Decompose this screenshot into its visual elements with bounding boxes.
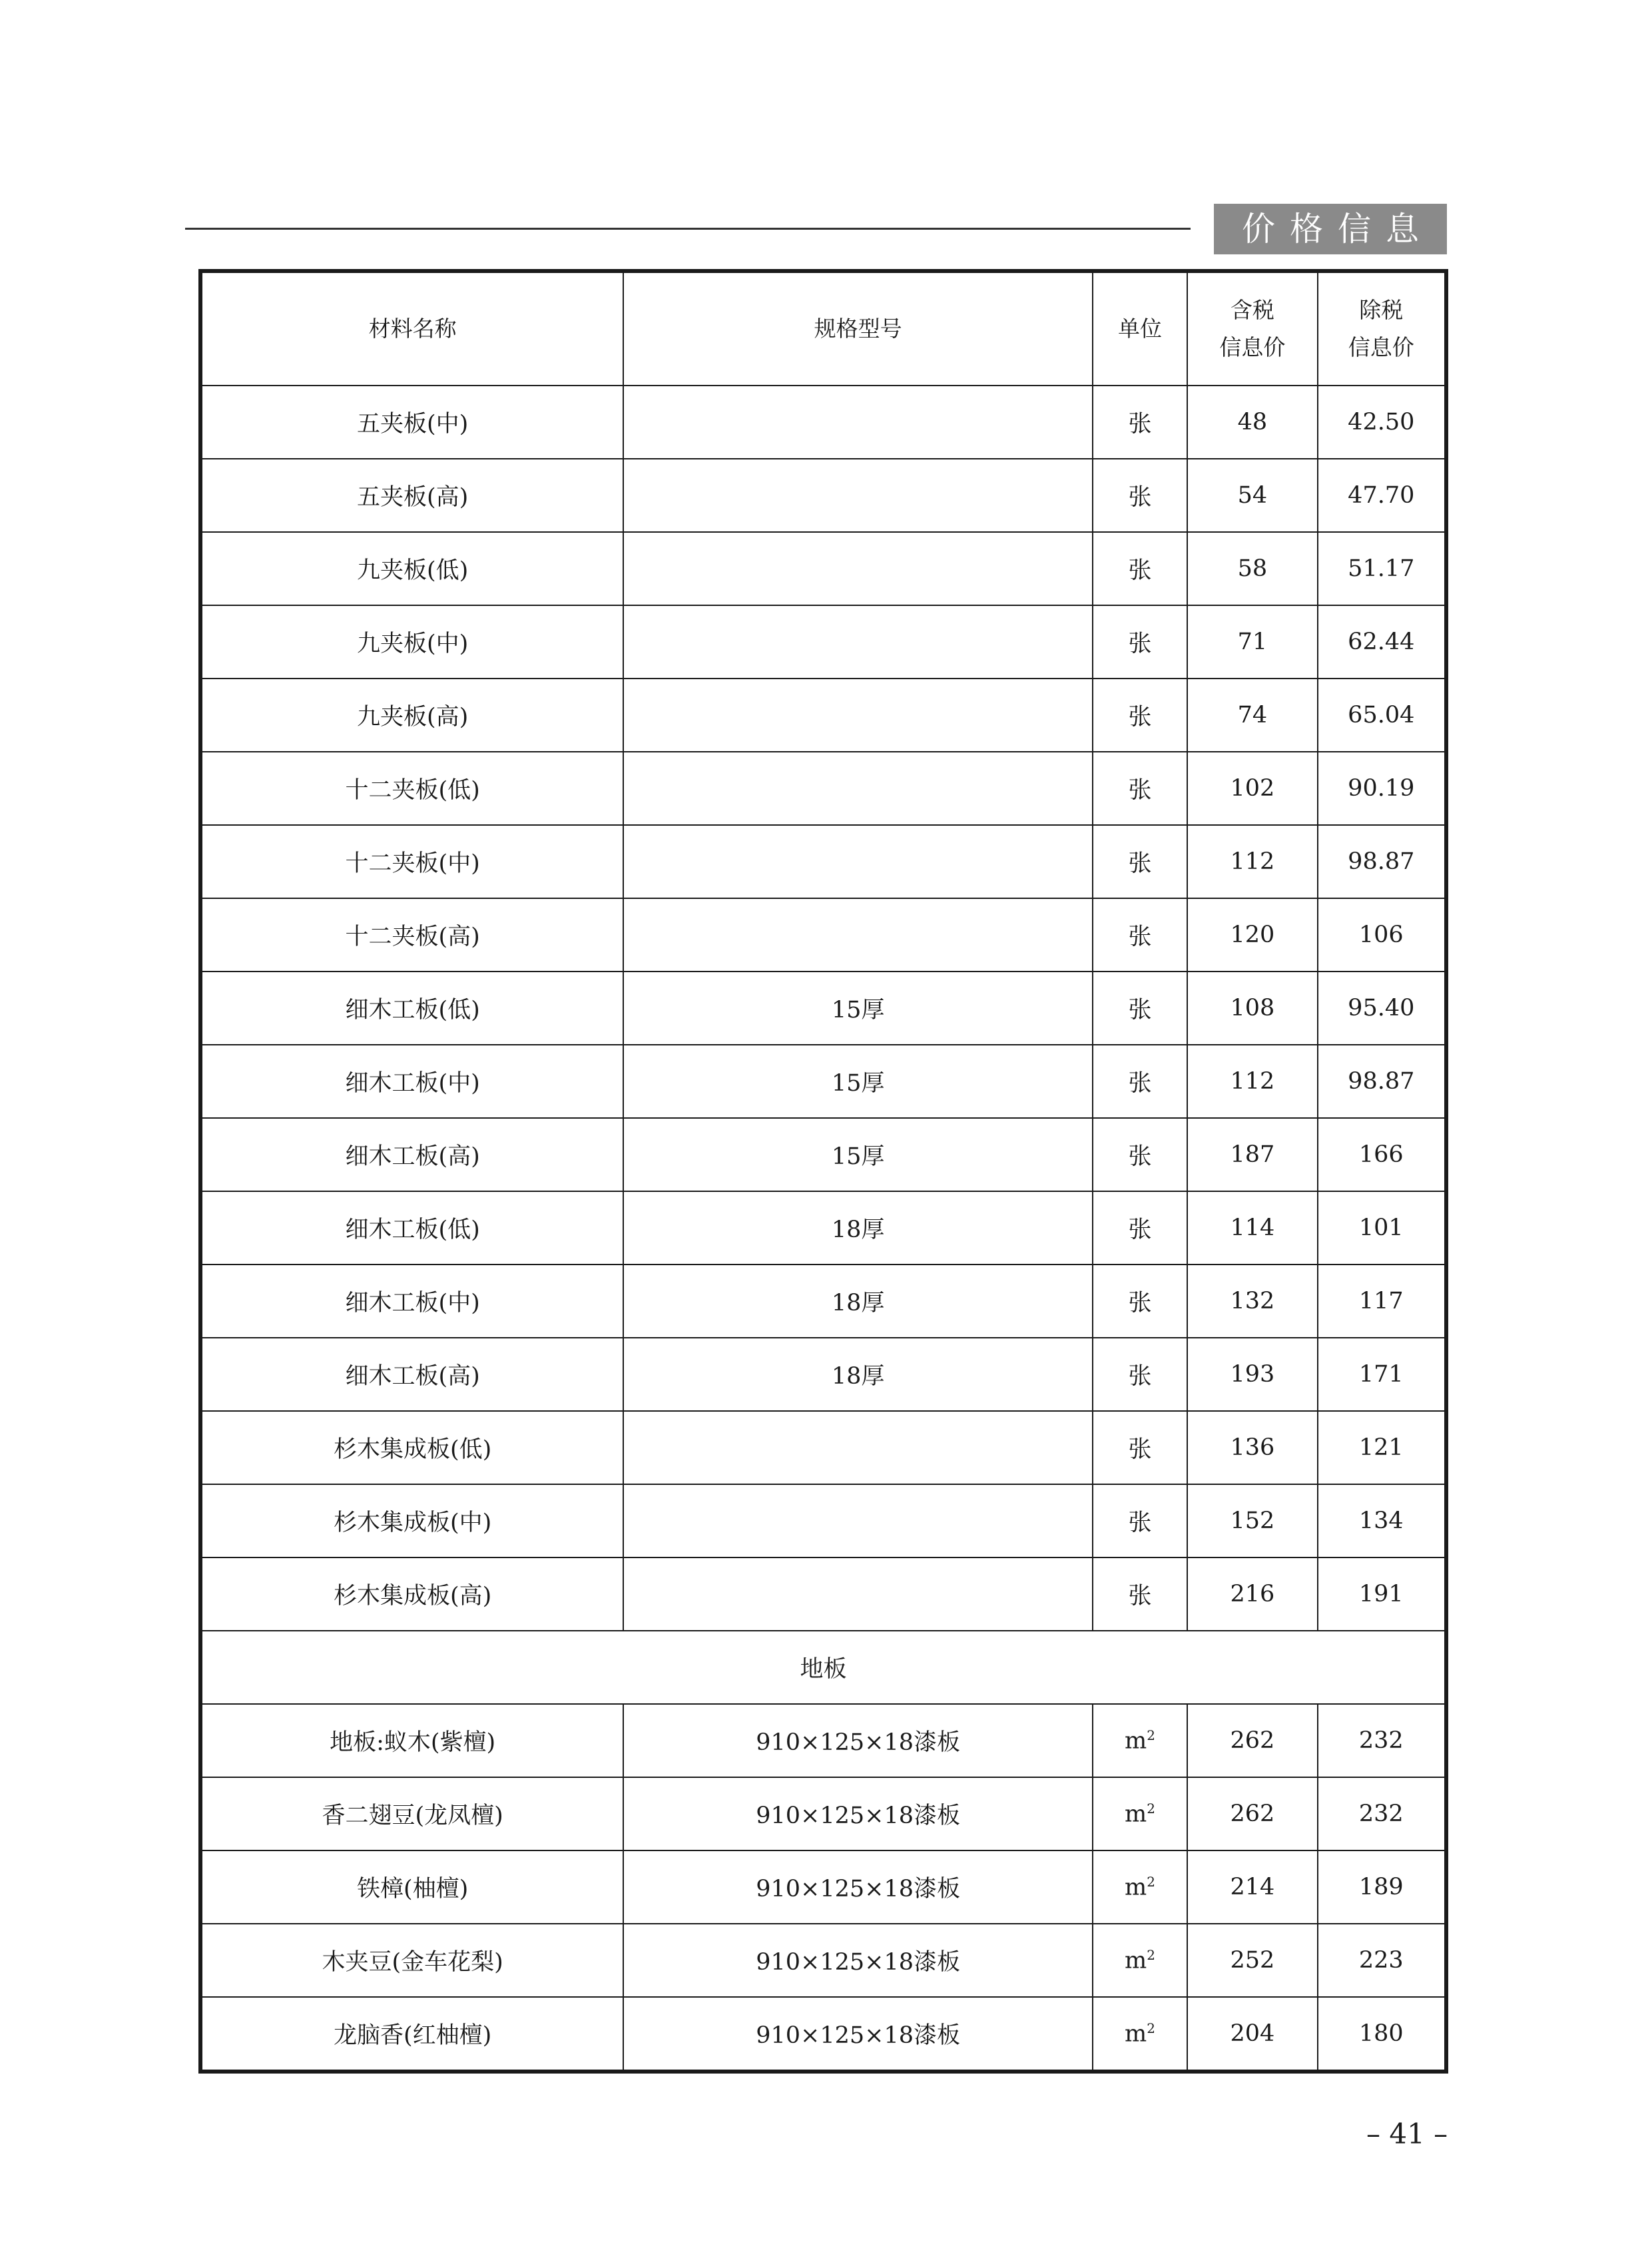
cell-material-name: 九夹板(高)	[200, 679, 623, 752]
col-header-material-name: 材料名称	[200, 271, 623, 386]
cell-price-with-tax: 214	[1187, 1850, 1317, 1924]
table-row	[200, 752, 1446, 825]
cell-unit: 张	[1093, 898, 1187, 972]
cell-price-with-tax: 74	[1187, 679, 1317, 752]
cell-unit: 张	[1093, 1191, 1187, 1265]
col-header-price-without-tax-line2: 信息价	[1348, 334, 1414, 360]
cell-price-with-tax: 112	[1187, 825, 1317, 898]
table-row	[200, 972, 1446, 1045]
col-header-price-without-tax	[1318, 271, 1446, 386]
cell-material-name: 杉木集成板(中)	[200, 1484, 623, 1557]
cell-material-name: 杉木集成板(低)	[200, 1411, 623, 1484]
cell-price-with-tax: 48	[1187, 386, 1317, 459]
table-row	[200, 459, 1446, 532]
section-label: 地板	[200, 1631, 1446, 1704]
cell-unit	[1093, 1704, 1187, 1777]
cell-unit: 张	[1093, 605, 1187, 679]
section-title: 价格信息	[1214, 204, 1447, 254]
table-row	[200, 1191, 1446, 1265]
cell-spec	[623, 459, 1093, 532]
table-header-row	[200, 271, 1446, 386]
cell-unit: 张	[1093, 386, 1187, 459]
table-row	[200, 386, 1446, 459]
cell-price-with-tax: 108	[1187, 972, 1317, 1045]
cell-material-name: 九夹板(低)	[200, 532, 623, 605]
cell-price-without-tax: 166	[1318, 1118, 1446, 1191]
cell-spec	[623, 898, 1093, 972]
cell-unit: 张	[1093, 752, 1187, 825]
cell-material-name: 细木工板(中)	[200, 1265, 623, 1338]
cell-material-name: 细木工板(低)	[200, 972, 623, 1045]
cell-price-with-tax: 187	[1187, 1118, 1317, 1191]
cell-unit	[1093, 1777, 1187, 1850]
cell-material-name: 铁樟(柚檀)	[200, 1850, 623, 1924]
unit-exponent: 2	[1147, 1727, 1155, 1743]
cell-spec: 910×125×18漆板	[623, 1777, 1093, 1850]
cell-material-name: 十二夹板(中)	[200, 825, 623, 898]
cell-unit: 张	[1093, 679, 1187, 752]
cell-price-without-tax: 171	[1318, 1338, 1446, 1411]
table-body	[200, 386, 1446, 2072]
cell-unit: 张	[1093, 1557, 1187, 1631]
cell-spec	[623, 679, 1093, 752]
cell-price-without-tax: 223	[1318, 1924, 1446, 1997]
table-row	[200, 532, 1446, 605]
cell-material-name: 杉木集成板(高)	[200, 1557, 623, 1631]
cell-price-with-tax: 136	[1187, 1411, 1317, 1484]
table-row	[200, 1265, 1446, 1338]
cell-unit	[1093, 1924, 1187, 1997]
col-header-price-with-tax-line1: 含税	[1230, 297, 1274, 323]
cell-spec	[623, 386, 1093, 459]
cell-spec: 18厚	[623, 1338, 1093, 1411]
cell-unit: 张	[1093, 1484, 1187, 1557]
cell-price-with-tax: 58	[1187, 532, 1317, 605]
cell-price-with-tax: 262	[1187, 1704, 1317, 1777]
cell-price-with-tax: 54	[1187, 459, 1317, 532]
cell-price-with-tax: 204	[1187, 1997, 1317, 2072]
unit-exponent: 2	[1147, 2020, 1155, 2036]
cell-spec: 18厚	[623, 1265, 1093, 1338]
cell-spec: 910×125×18漆板	[623, 1850, 1093, 1924]
cell-material-name: 五夹板(高)	[200, 459, 623, 532]
cell-spec	[623, 1411, 1093, 1484]
cell-price-without-tax: 98.87	[1318, 1045, 1446, 1118]
unit-base: m	[1125, 1947, 1147, 1974]
cell-spec	[623, 752, 1093, 825]
cell-price-without-tax: 51.17	[1318, 532, 1446, 605]
table-row	[200, 898, 1446, 972]
cell-material-name: 十二夹板(高)	[200, 898, 623, 972]
cell-spec	[623, 825, 1093, 898]
cell-price-without-tax: 101	[1318, 1191, 1446, 1265]
cell-price-with-tax: 252	[1187, 1924, 1317, 1997]
table-row	[200, 1045, 1446, 1118]
table-row	[200, 825, 1446, 898]
cell-price-without-tax: 95.40	[1318, 972, 1446, 1045]
table-row	[200, 1484, 1446, 1557]
price-table	[198, 269, 1448, 2074]
cell-unit: 张	[1093, 1265, 1187, 1338]
cell-price-without-tax: 106	[1318, 898, 1446, 972]
table-row	[200, 605, 1446, 679]
table-row	[200, 1338, 1446, 1411]
col-header-price-with-tax	[1187, 271, 1317, 386]
cell-unit: 张	[1093, 1045, 1187, 1118]
cell-unit: 张	[1093, 972, 1187, 1045]
col-header-price-without-tax-line1: 除税	[1359, 297, 1404, 323]
cell-price-without-tax: 232	[1318, 1777, 1446, 1850]
cell-unit	[1093, 1997, 1187, 2072]
cell-material-name: 细木工板(高)	[200, 1118, 623, 1191]
cell-material-name: 香二翅豆(龙凤檀)	[200, 1777, 623, 1850]
unit-base: m	[1125, 1727, 1147, 1755]
table-row	[200, 1924, 1446, 1997]
cell-unit: 张	[1093, 1118, 1187, 1191]
cell-spec	[623, 532, 1093, 605]
cell-price-with-tax: 114	[1187, 1191, 1317, 1265]
cell-price-with-tax: 262	[1187, 1777, 1317, 1850]
cell-material-name: 九夹板(中)	[200, 605, 623, 679]
unit-base: m	[1125, 1801, 1147, 1828]
cell-spec: 15厚	[623, 972, 1093, 1045]
cell-unit: 张	[1093, 459, 1187, 532]
unit-exponent: 2	[1147, 1946, 1155, 1963]
cell-unit: 张	[1093, 532, 1187, 605]
cell-material-name: 木夹豆(金车花梨)	[200, 1924, 623, 1997]
cell-price-without-tax: 62.44	[1318, 605, 1446, 679]
table-row	[200, 1997, 1446, 2072]
cell-price-without-tax: 98.87	[1318, 825, 1446, 898]
cell-spec: 15厚	[623, 1118, 1093, 1191]
cell-spec: 910×125×18漆板	[623, 1924, 1093, 1997]
table-row	[200, 679, 1446, 752]
cell-unit: 张	[1093, 825, 1187, 898]
cell-price-without-tax: 42.50	[1318, 386, 1446, 459]
col-header-unit: 单位	[1093, 271, 1187, 386]
cell-price-without-tax: 117	[1318, 1265, 1446, 1338]
cell-spec: 18厚	[623, 1191, 1093, 1265]
col-header-price-with-tax-line2: 信息价	[1219, 334, 1286, 360]
cell-price-without-tax: 90.19	[1318, 752, 1446, 825]
cell-price-without-tax: 232	[1318, 1704, 1446, 1777]
table-row	[200, 1850, 1446, 1924]
cell-price-without-tax: 47.70	[1318, 459, 1446, 532]
cell-price-with-tax: 152	[1187, 1484, 1317, 1557]
cell-price-without-tax: 121	[1318, 1411, 1446, 1484]
table-row	[200, 1704, 1446, 1777]
cell-price-without-tax: 180	[1318, 1997, 1446, 2072]
cell-material-name: 细木工板(中)	[200, 1045, 623, 1118]
cell-spec	[623, 1484, 1093, 1557]
cell-spec	[623, 605, 1093, 679]
cell-spec: 910×125×18漆板	[623, 1997, 1093, 2072]
cell-price-with-tax: 193	[1187, 1338, 1317, 1411]
cell-price-without-tax: 134	[1318, 1484, 1446, 1557]
table-row	[200, 1411, 1446, 1484]
unit-base: m	[1125, 2020, 1147, 2048]
unit-exponent: 2	[1147, 1873, 1155, 1890]
cell-material-name: 地板:蚁木(紫檀)	[200, 1704, 623, 1777]
cell-material-name: 十二夹板(低)	[200, 752, 623, 825]
cell-unit: 张	[1093, 1411, 1187, 1484]
cell-spec: 15厚	[623, 1045, 1093, 1118]
col-header-spec: 规格型号	[623, 271, 1093, 386]
cell-unit	[1093, 1850, 1187, 1924]
unit-exponent: 2	[1147, 1800, 1155, 1817]
cell-price-without-tax: 191	[1318, 1557, 1446, 1631]
table-row	[200, 1118, 1446, 1191]
cell-material-name: 细木工板(低)	[200, 1191, 623, 1265]
cell-price-with-tax: 216	[1187, 1557, 1317, 1631]
cell-material-name: 五夹板(中)	[200, 386, 623, 459]
cell-spec: 910×125×18漆板	[623, 1704, 1093, 1777]
section-row-flooring	[200, 1631, 1446, 1704]
cell-material-name: 龙脑香(红柚檀)	[200, 1997, 623, 2072]
cell-material-name: 细木工板(高)	[200, 1338, 623, 1411]
page-number: – 41 –	[1366, 2117, 1448, 2150]
cell-price-with-tax: 120	[1187, 898, 1317, 972]
cell-price-without-tax: 189	[1318, 1850, 1446, 1924]
table-row	[200, 1557, 1446, 1631]
cell-price-with-tax: 132	[1187, 1265, 1317, 1338]
table-row	[200, 1777, 1446, 1850]
cell-price-without-tax: 65.04	[1318, 679, 1446, 752]
cell-price-with-tax: 102	[1187, 752, 1317, 825]
cell-price-with-tax: 112	[1187, 1045, 1317, 1118]
unit-base: m	[1125, 1874, 1147, 1901]
cell-spec	[623, 1557, 1093, 1631]
cell-unit: 张	[1093, 1338, 1187, 1411]
cell-price-with-tax: 71	[1187, 605, 1317, 679]
header-rule	[185, 228, 1191, 230]
